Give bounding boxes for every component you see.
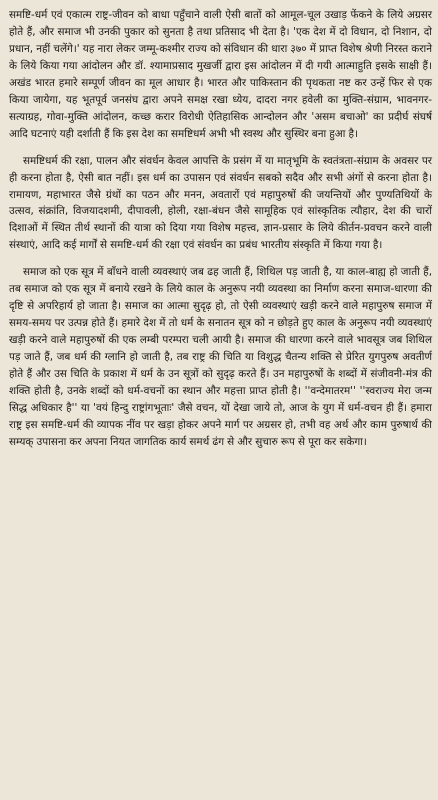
paragraph-social-systems: समाज को एक सूत्र में बाँधने वाली व्यवस्थाएं जब ढह जाती हैं, शिथिल पड़ जाती है, या काल-बाह्य हो जाती हैं, तब समाज को एक सूत्र में बनाये रखने के लिये काल के अनुरूप नयी व्यवस्था का निर्माण करना समाज-धारणा की दृष्टि से अपरिहार्य हो जाता है। समाज का आत्मा सुदृढ़ हो, तो ऐसी व्यवस्थाएं खड़ी करने वाले महापुरुष समाज में समय-समय पर उत्पन्न होते हैं। हमारे देश में तो धर्म के सनातन सूत्र को न छोड़ते हुए काल के अनुरूप नयी व्यवस्थाएं खड़ी करने वाले महापुरुषों की एक लम्बी परम्परा चली आयी है। समाज की धारणा करने वाले भावसूत्र जब शिथिल पड़ जाते हैं, जब धर्म की ग्लानि हो जाती है, तब राष्ट्र की चिति या विशुद्ध चैतन्य शक्ति से प्रेरित युगपुरुष अवतीर्ण होते हैं और उस चिति के प्रकाश में धर्म के उन सूत्रों को सुदृढ़ करते हैं। उन महापुरुषों के शब्दों में संजीवनी-मंत्र की शक्ति होती है, उनके शब्दों को धर्म-वचनों का स्थान और महत्ता प्राप्त होती है। ''वन्देमातरम'' ''स्वराज्य मेरा जन्म सिद्ध अधिकार है'' या 'वयं हिन्दु राष्ट्रांगभूताः' जैसे वचन, यों देखा जाये तो, आज के युग में धर्म-वचन ही हैं। हमारा राष्ट्र इस समष्टि-धर्म की व्यापक नींव पर खड़ा होकर अपने मार्ग पर अग्रसर हो, तभी वह अर्थ और काम पुरुषार्थ की सम्यक् उपासना कर अपना नियत जागतिक कार्य समर्थ ढंग से और सुचारु रूप से पूरा कर सकेगा।	[9, 266, 432, 448]
paragraph-samashti-dharma-examples: समष्टि-धर्म एवं एकात्म राष्ट्र-जीवन को बाधा पहुँचाने वाली ऐसी बातों को आमूल-चूल उखाड़ फेंकने के लिये अग्रसर होते हैं, और समाज भी उनकी पुकार को सुनता है तथा प्रतिसाद भी देता है। 'एक देश में दो विधान, दो निशान, दो प्रधान, नहीं चलेंगे।' यह नारा लेकर जम्मू-कश्मीर राज्य को संविधान की धारा ३७० में प्राप्त विशेष श्रेणी निरस्त कराने के लिये किया गया आंदोलन और डॉ. श्यामाप्रसाद मुखर्जी द्वारा इस आंदोलन में दी गयी आत्माहुति इसके साक्षी हैं। अखंड भारत हमारे सम्पूर्ण जीवन का मूल आधार है। भारत और पाकिस्तान की पृथकता नष्ट कर उन्हें फिर से एक किया जायेगा, यह भूतपूर्व जनसंघ द्वारा अपने समक्ष रखा ध्येय, दादरा नगर हवेली का मुक्ति-संग्राम, भावनगर-सत्याग्रह, गोवा-मुक्ति आंदोलन, कच्छ करार विरोधी ऐतिहासिक आन्दोलन और 'असम बचाओ' का प्रदीर्घ संघर्ष आदि घटनाएं यही दर्शाती हैं कि इस देश का समष्टिधर्म अभी भी स्वस्थ और सुस्थिर बना हुआ है।	[9, 9, 432, 140]
paragraph-dharma-preservation: समष्टिधर्म की रक्षा, पालन और संवर्धन केवल आपत्ति के प्रसंग में या मातृभूमि के स्वतंत्रता-संग्राम के अवसर पर ही करना होता है, ऐसी बात नहीं। इस धर्म का उपासन एवं संवर्धन सबको सदैव और सभी अंगों से करना होता है। रामायण, महाभारत जैसे ग्रंथों का पठन और मनन, अवतारों एवं महापुरुषों की जयन्तियों और पुण्यतिथियों के उत्सव, संक्रांति, विजयादशमी, दीपावली, होली, रक्षा-बंधन जैसे सामूहिक एवं सांस्कृतिक त्यौहार, देश की चारों दिशाओं में स्थित तीर्थ स्थानों की यात्रा को दिया गया विशेष महत्त्व, ज्ञान-प्रसार के लिये कीर्तन-प्रवचन करने वाली संस्थाएं, आदि कई मार्गों से समष्टि-धर्म की रक्षा एवं संवर्धन का प्रबंध भारतीय संस्कृति में किया गया है।	[9, 154, 432, 252]
